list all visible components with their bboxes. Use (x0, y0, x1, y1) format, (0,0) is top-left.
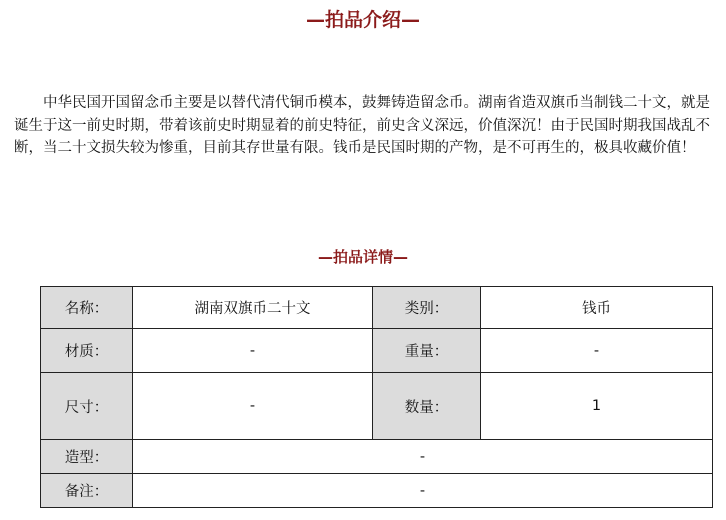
details-row-material (41, 329, 713, 373)
intro-paragraph: 中华民国开国留念币主要是以替代清代铜币模本，鼓舞铸造留念币。湖南省造双旗币当制钱二十文，就是诞生于这一前史时期，带着该前史时期显着的前史特征，前史含义深远，价值深沉！由于民国时期我国战乱不断，当二十文损失较为惨重，目前其存世量有限。钱币是民国时期的产物，是不可再生的，极具收藏价值！ (14, 95, 710, 156)
remark-label: 备注： (41, 474, 133, 508)
quantity-label: 数量： (373, 373, 481, 440)
size-label: 尺寸： (41, 373, 133, 440)
details-heading: —拍品详情— (317, 248, 408, 266)
category-value: 钱币 (481, 287, 713, 329)
quantity-value: 1 (481, 373, 713, 440)
weight-label: 重量： (373, 329, 481, 373)
shape-label: 造型： (41, 440, 133, 474)
weight-value: - (481, 329, 713, 373)
details-row-shape (41, 440, 713, 474)
remark-value: - (133, 474, 713, 508)
details-row-name (41, 287, 713, 329)
details-table (40, 286, 713, 508)
shape-value: - (133, 440, 713, 474)
details-row-remark (41, 474, 713, 508)
category-label: 类别： (373, 287, 481, 329)
size-value: - (133, 373, 373, 440)
name-value: 湖南双旗币二十文 (133, 287, 373, 329)
name-label: 名称： (41, 287, 133, 329)
details-row-size (41, 373, 713, 440)
material-value: - (133, 329, 373, 373)
intro-heading: —拍品介绍— (305, 9, 420, 31)
material-label: 材质： (41, 329, 133, 373)
